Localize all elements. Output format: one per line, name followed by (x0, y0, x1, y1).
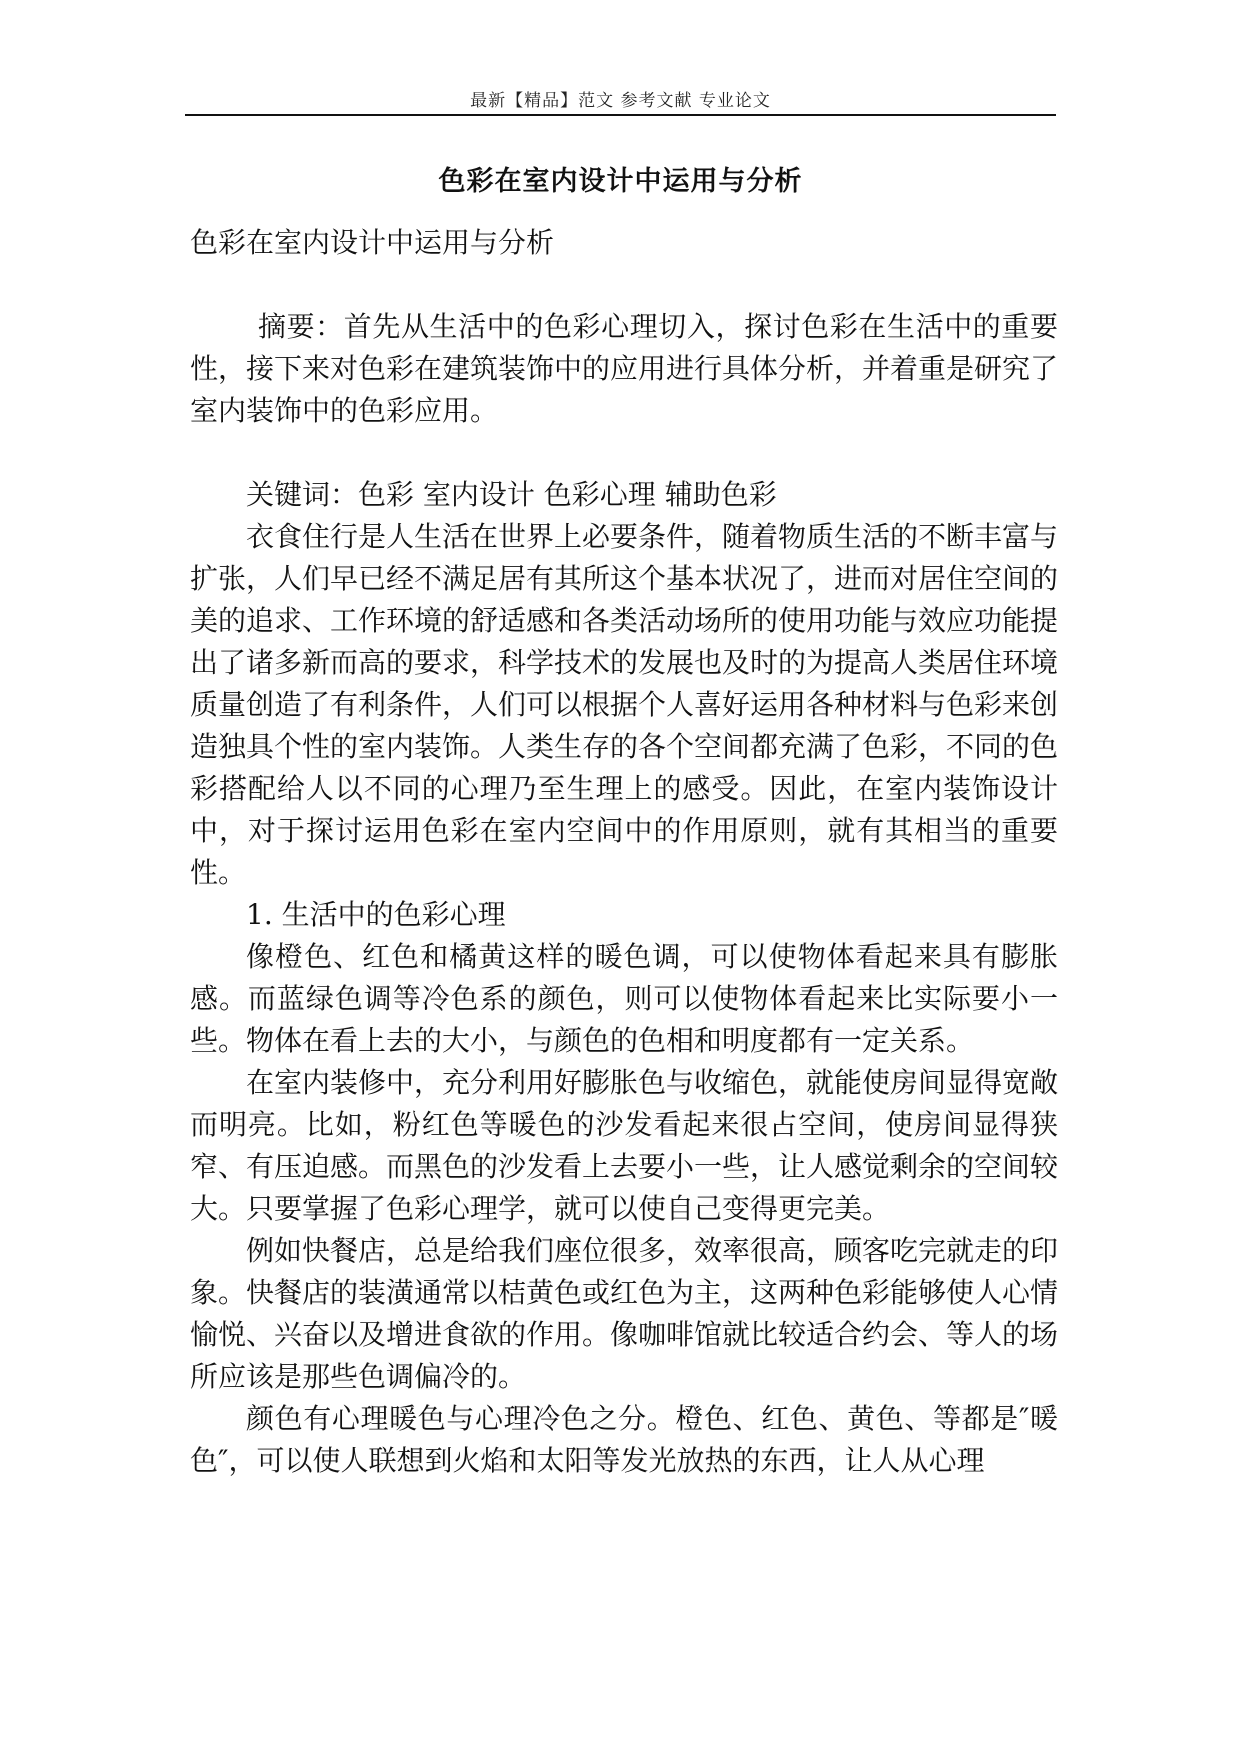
document-title: 色彩在室内设计中运用与分析 (438, 166, 803, 197)
keywords-line: 关键词：色彩 室内设计 色彩心理 辅助色彩 (246, 478, 777, 511)
body-paragraph: 例如快餐店，总是给我们座位很多，效率很高，顾客吃完就走的印象。快餐店的装潢通常以桔黄色或红色为主，这两种色彩能够使人心情愉悦、兴奋以及增进食欲的作用。像咖啡馆就比较适合约会、等人的场所应该是那些色调偏冷的。 (190, 1234, 1059, 1393)
page-header: 最新【精品】范文 参考文献 专业论文 (470, 91, 771, 111)
document-body (190, 222, 1058, 1482)
header-divider (185, 114, 1056, 116)
body-paragraph: 像橙色、红色和橘黄这样的暖色调，可以使物体看起来具有膨胀感。而蓝绿色调等冷色系的颜色，则可以使物体看起来比实际要小一些。物体在看上去的大小，与颜色的色相和明度都有一定关系。 (190, 940, 1058, 1057)
section-heading: 1. 生活中的色彩心理 (246, 898, 506, 931)
body-paragraph: 在室内装修中，充分利用好膨胀色与收缩色，就能使房间显得宽敞而明亮。比如，粉红色等暖色的沙发看起来很占空间，使房间显得狭窄、有压迫感。而黑色的沙发看上去要小一些，让人感觉剩余的空间较大。只要掌握了色彩心理学，就可以使自己变得更完美。 (190, 1066, 1059, 1225)
document-subtitle: 色彩在室内设计中运用与分析 (190, 226, 555, 259)
abstract-paragraph: 摘要：首先从生活中的色彩心理切入，探讨色彩在生活中的重要性，接下来对色彩在建筑装饰中的应用进行具体分析，并着重是研究了室内装饰中的色彩应用。 (190, 310, 1059, 427)
intro-paragraph: 衣食住行是人生活在世界上必要条件，随着物质生活的不断丰富与扩张，人们早已经不满足居有其所这个基本状况了，进而对居住空间的美的追求、工作环境的舒适感和各类活动场所的使用功能与效应功能提出了诸多新而高的要求，科学技术的发展也及时的为提高人类居住环境质量创造了有利条件，人们可以根据个人喜好运用各种材料与色彩来创造独具个性的室内装饰。人类生存的各个空间都充满了色彩，不同的色彩搭配给人以不同的心理乃至生理上的感受。因此，在室内装饰设计中，对于探讨运用色彩在室内空间中的作用原则，就有其相当的重要性。 (190, 520, 1059, 889)
body-paragraph: 颜色有心理暖色与心理冷色之分。橙色、红色、黄色、等都是″暖色″，可以使人联想到火焰和太阳等发光放热的东西，让人从心理 (190, 1402, 1058, 1477)
